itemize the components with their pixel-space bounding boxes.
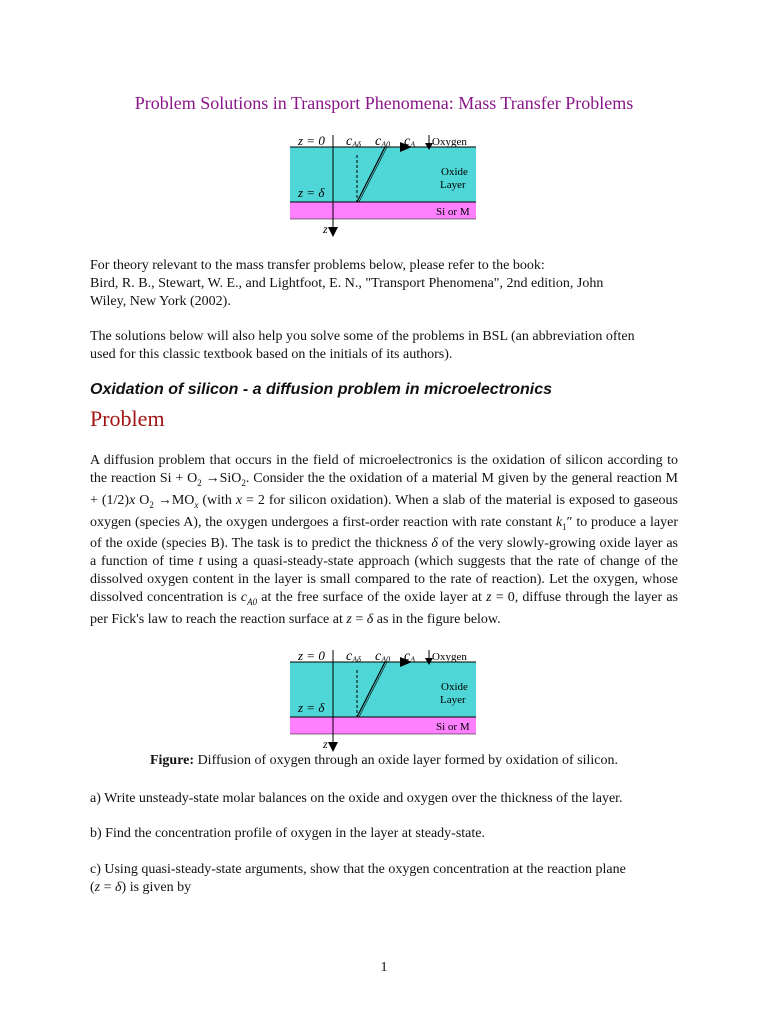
svg-text:Layer: Layer (440, 179, 466, 191)
svg-text:Oxygen: Oxygen (432, 136, 467, 148)
z-axis-arrow (328, 742, 338, 752)
svg-text:Oxide: Oxide (441, 681, 468, 693)
figure-caption: Figure: Diffusion of oxygen through an oxide layer formed by oxidation of silicon. (149, 753, 618, 768)
oxide-diagram-figure (290, 648, 480, 756)
svg-text:Oxide: Oxide (441, 166, 468, 178)
page-title: Problem Solutions in Transport Phenomena: Mass Transfer Problems (134, 93, 634, 113)
section-heading: Oxidation of silicon - a diffusion problem in microelectronics (90, 381, 552, 398)
question-c: c) Using quasi-steady-state arguments, show that the oxygen concentration at the reaction plane (z = δ) is given by (90, 862, 626, 895)
svg-text:cAδ: cAδ (346, 134, 361, 149)
oxide-diagram-top (290, 133, 480, 241)
question-b: b) Find the concentration profile of oxygen in the layer at steady-state. (90, 826, 485, 841)
oxide-diagram-svg (290, 648, 480, 756)
svg-text:z = 0: z = 0 (298, 648, 325, 663)
svg-text:z: z (323, 222, 328, 236)
oxide-diagram-svg (290, 133, 480, 241)
svg-text:z = δ: z = δ (298, 185, 325, 200)
problem-paragraph: A diffusion problem that occurs in the field of microelectronics is the oxidation of silicon according to the reaction $Si + O_2 \to SiO_2$. Consider the the oxidation of a material M given by the general reaction M + (1/2)x $O_2 \to MO_x$ (with x = 2 for silicon oxidation). When a slab of the material is exposed to gaseous oxygen (species A), the oxygen undergoes a first-order reaction with rate constant $k_1''$ to produce a layer of the oxide (species B). The task is to predict the thickness δ of the very slowly-growing oxide layer as a function of time t using a quasi-steady-state approach (which suggests that the rate of change of the dissolved oxygen content in the layer is small compared to the rate of reaction). Let the oxygen, whose dissolved concentration is $c_{A0}$ at the free surface of the oxide layer at z = 0, diffuse through the layer as per Fick's law to reach the reaction surface at z = δ as in the figure below. (90, 453, 679, 628)
svg-text:cA0: cA0 (375, 134, 391, 149)
svg-text:cAδ: cAδ (346, 649, 361, 664)
svg-text:Si or M: Si or M (436, 721, 470, 733)
page-number: 1 (380, 960, 388, 975)
svg-text:cA0: cA0 (375, 649, 391, 664)
z-axis-arrow (328, 227, 338, 237)
svg-text:z: z (323, 737, 328, 751)
question-a: a) Write unsteady-state molar balances on the oxide and oxygen over the thickness of the layer. (90, 791, 623, 806)
svg-text:cA: cA (404, 649, 416, 664)
svg-text:cA: cA (404, 134, 416, 149)
solutions-note: The solutions below will also help you solve some of the problems in BSL (an abbreviation often used for this classic textbook based on the initials of its authors). (90, 329, 635, 362)
svg-text:z = 0: z = 0 (298, 133, 325, 148)
intro-text: For theory relevant to the mass transfer problems below, please refer to the book: Bird, R. B., Stewart, W. E., and Lightfoot, E. N., "Transport Phenomena", 2nd edition, John Wiley, New York (2002). (90, 258, 604, 309)
svg-text:Layer: Layer (440, 694, 466, 706)
problem-heading: Problem (90, 406, 165, 431)
svg-text:Oxygen: Oxygen (432, 651, 467, 663)
svg-text:Si or M: Si or M (436, 206, 470, 218)
svg-text:z = δ: z = δ (298, 700, 325, 715)
